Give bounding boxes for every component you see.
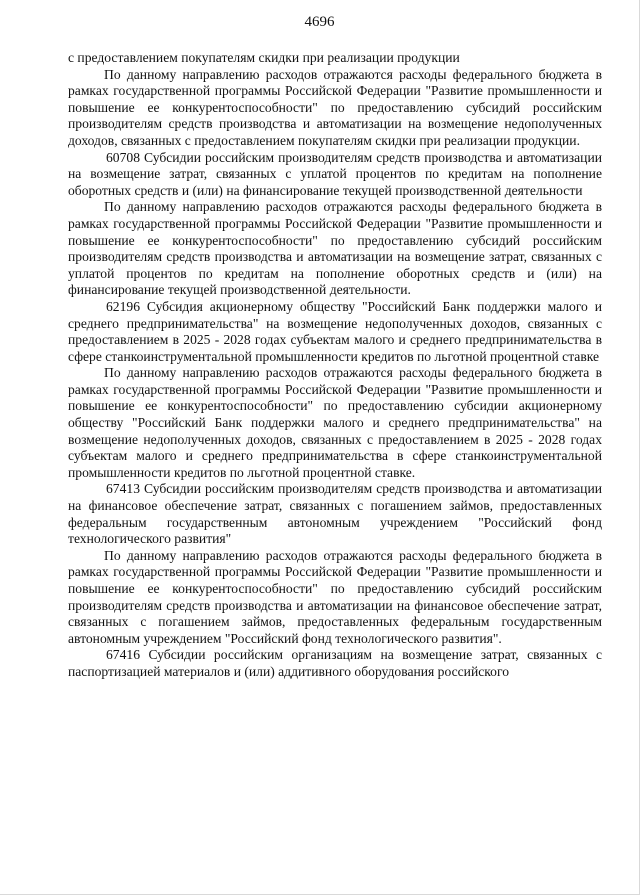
page-number: 4696 — [304, 14, 335, 30]
paragraph-6: По данному направлению расходов отражаются расходы федерального бюджета в рамках государственной программы Российской Федерации "Развитие промышленности и повышение ее конкурентоспособности" по предоставлению субсидии акционерному обществу "Российский Банк поддержки малого и среднего предпринимательства" на возмещение недополученных доходов, связанных с предоставлением в 2025 - 2028 годах субъектам малого и среднего предпринимательства в сфере станкоинструментальной промышленности кредитов по льготной процентной ставке. — [68, 365, 602, 480]
paragraph-4: По данному направлению расходов отражаются расходы федерального бюджета в рамках государственной программы Российской Федерации "Развитие промышленности и повышение ее конкурентоспособности" по предоставлению субсидий российским производителям средств производства и автоматизации на возмещение затрат, связанных с уплатой процентов по кредитам на пополнение оборотных средств и (или) на финансирование текущей производственной деятельности. — [68, 199, 602, 298]
paragraph-8: По данному направлению расходов отражаются расходы федерального бюджета в рамках государственной программы Российской Федерации "Развитие промышленности и повышение ее конкурентоспособности" по предоставлению субсидий российским производителям средств производства и автоматизации на финансовое обеспечение затрат, связанных с погашением займов, предоставленных федеральным государственным автономным учреждением "Российский фонд технологического развития". — [68, 547, 602, 646]
paragraph-5: 62196 Субсидия акционерному обществу "Российский Банк поддержки малого и среднего предпринимательства" на возмещение недополученных доходов, связанных с предоставлением в 2025 - 2028 годах субъектам малого и среднего предпринимательства в сфере станкоинструментальной промышленности кредитов по льготной процентной ставке — [68, 298, 602, 364]
paragraph-9: 67416 Субсидии российским организациям на возмещение затрат, связанных с паспортизацией материалов и (или) аддитивного оборудования российского — [68, 647, 602, 679]
paragraph-3: 60708 Субсидии российским производителям средств производства и автоматизации на возмещение затрат, связанных с уплатой процентов по кредитам на пополнение оборотных средств и (или) на финансирование текущей производственной деятельности — [68, 149, 602, 198]
paragraph-7: 67413 Субсидии российским производителям средств производства и автоматизации на финансовое обеспечение затрат, связанных с погашением займов, предоставленных федеральным государственным автономным учреждением "Российский фонд технологического развития" — [68, 481, 602, 547]
paragraph-2: По данному направлению расходов отражаются расходы федерального бюджета в рамках государственной программы Российской Федерации "Развитие промышленности и повышение ее конкурентоспособности" по предоставлению субсидий российским производителям средств производства и автоматизации на возмещение недополученных доходов, связанных с предоставлением покупателям скидки при реализации продукции. — [68, 66, 602, 148]
paragraph-1: с предоставлением покупателям скидки при реализации продукции — [68, 50, 460, 65]
document-body — [68, 50, 602, 681]
